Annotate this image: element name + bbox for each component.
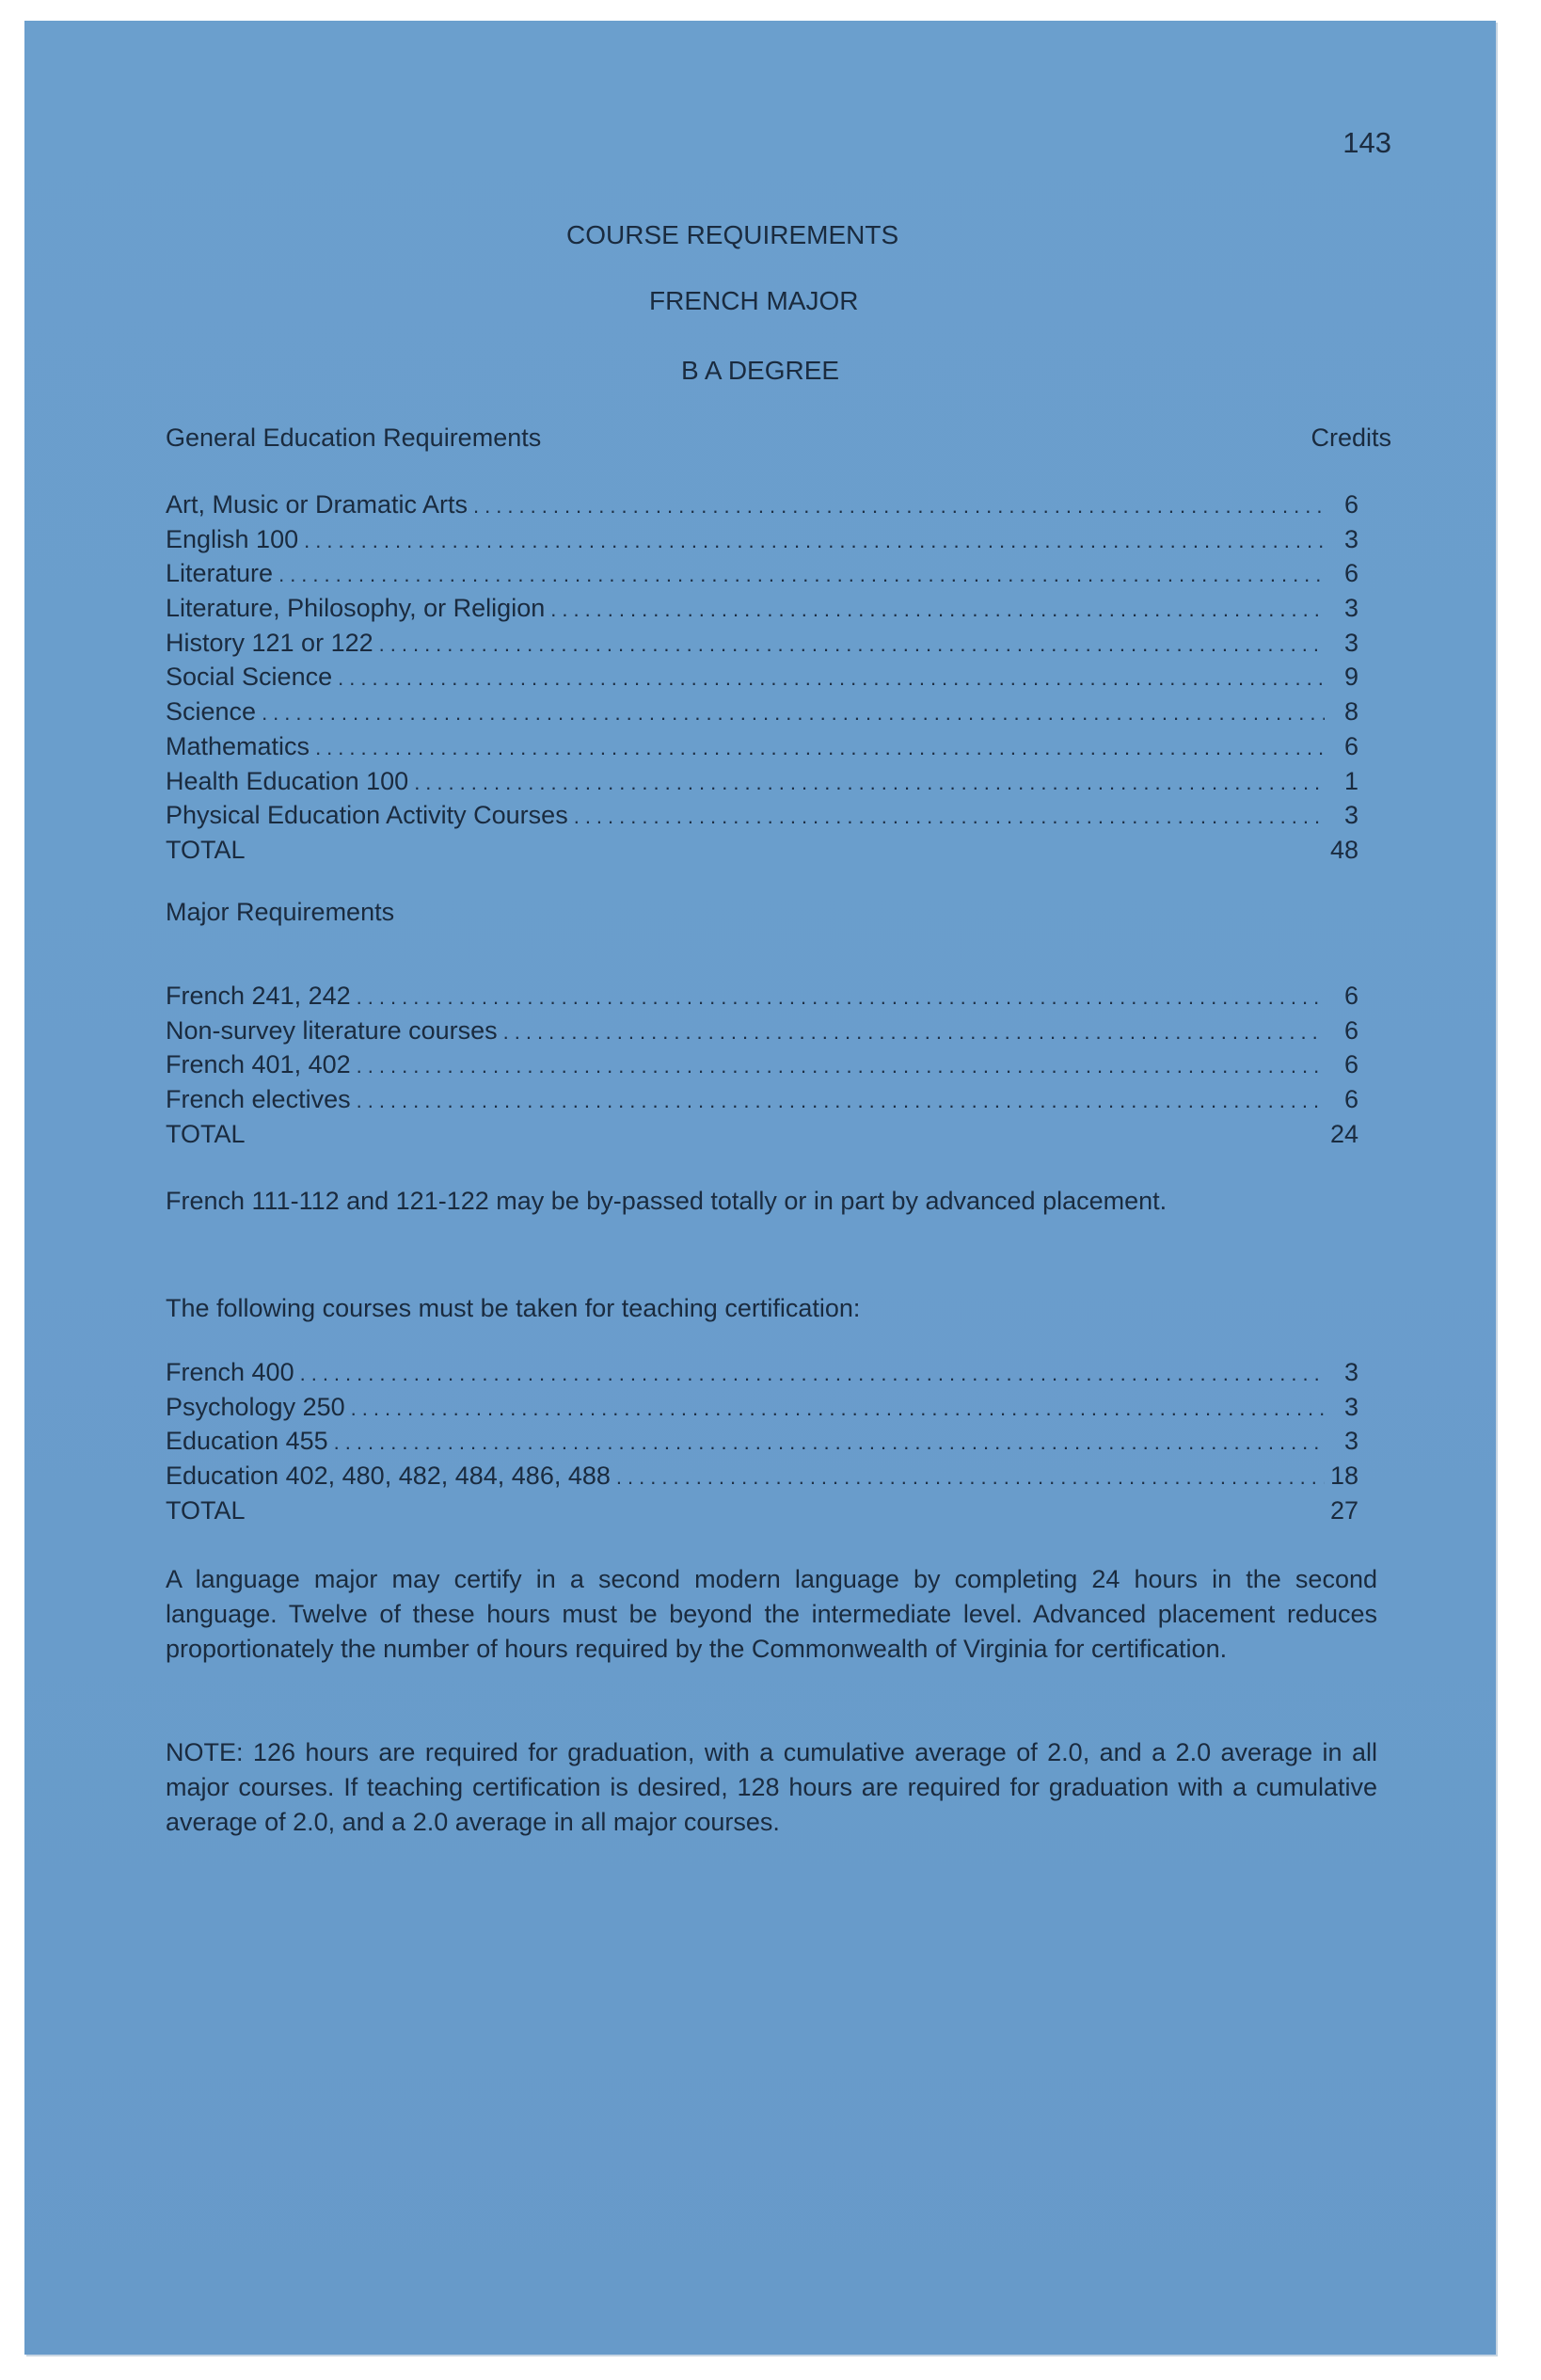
second-language-note: A language major may certify in a second modern language by completing 24 hours in the second language. Twelve of these hours must be beyond the intermediate level. Advanced placement reduces proportionately the number of hours required by the Commonwealth of Virginia for certification. [166,1565,1377,1663]
heading-course-requirements: COURSE REQUIREMENTS [566,220,899,249]
credits-label: Credits [1311,423,1391,452]
list-item: Literature, Philosophy, or Religion ..... 3 [166,591,1358,626]
list-item: French 400 ..... 3 [166,1355,1358,1390]
list-item: Physical Education Activity Courses ..... 3 [166,798,1358,833]
major-requirements-list [166,979,1358,1151]
list-item: Psychology 250 ..... 3 [166,1390,1358,1425]
page-number: 143 [1342,126,1391,159]
certification-list [166,1355,1358,1527]
list-item: French electives ..... 6 [166,1082,1358,1117]
list-item: Education 402, 480, 482, 484, 486, 488 ..... 18 [166,1459,1358,1493]
list-item: Science ..... 8 [166,695,1358,729]
general-education-list [166,487,1358,868]
list-item: History 121 or 122 ..... 3 [166,626,1358,661]
list-item: French 241, 242 ..... 6 [166,979,1358,1014]
catalog-page [24,21,1496,2355]
placement-note: French 111-112 and 121-122 may be by-passed totally or in part by advanced placement. [166,1187,1168,1215]
major-requirements-header [166,898,1391,927]
general-education-title: General Education Requirements [166,423,542,452]
heading-degree: B A DEGREE [681,356,840,385]
total-row: TOTAL 27 [166,1495,1358,1525]
list-item: French 401, 402 ..... 6 [166,1047,1358,1082]
list-item: Health Education 100 ..... 1 [166,764,1358,799]
list-item: English 100 ..... 3 [166,522,1358,557]
major-requirements-title: Major Requirements [166,898,395,926]
list-item: Art, Music or Dramatic Arts ..... 6 [166,487,1358,522]
certification-intro: The following courses must be taken for teaching certification: [166,1294,861,1322]
total-row: TOTAL 24 [166,1119,1358,1148]
total-row: TOTAL 48 [166,835,1358,864]
general-education-header [166,423,1391,453]
list-item: Non-survey literature courses ..... 6 [166,1014,1358,1048]
list-item: Social Science ..... 9 [166,660,1358,695]
graduation-note: NOTE: 126 hours are required for graduation, with a cumulative average of 2.0, and a 2.0 average in all major courses. If teaching certification is desired, 128 hours are required for graduation with a cumulative average of 2.0, and a 2.0 average in all major courses. [166,1738,1377,1836]
list-item: Mathematics ..... 6 [166,729,1358,764]
heading-french-major: FRENCH MAJOR [649,286,859,315]
list-item: Literature ..... 6 [166,556,1358,591]
list-item: Education 455 ..... 3 [166,1424,1358,1459]
